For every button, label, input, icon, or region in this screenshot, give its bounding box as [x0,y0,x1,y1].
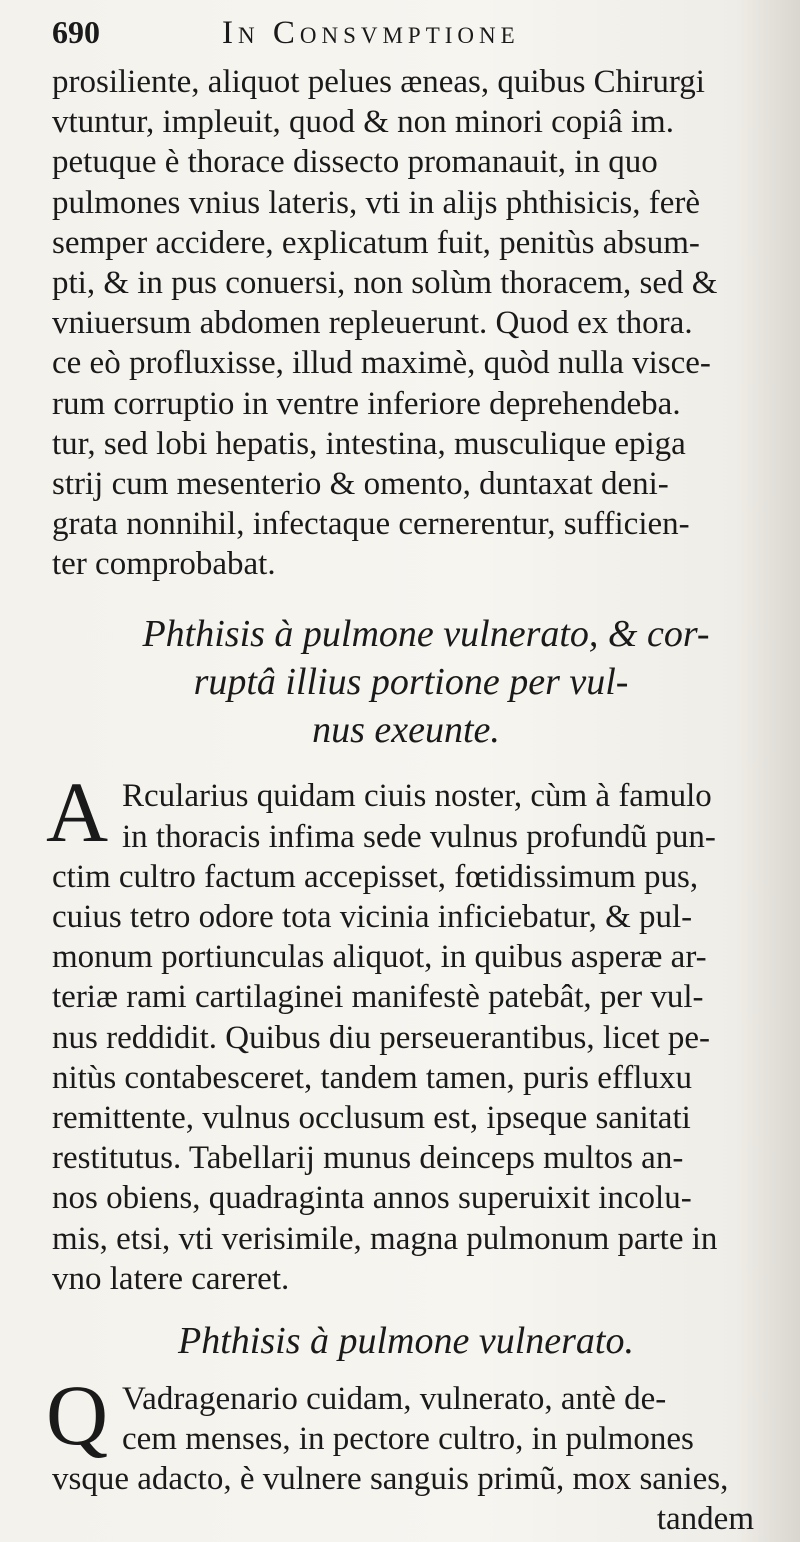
paragraph-1 [52,62,760,584]
text-line: nus reddidit. Quibus diu perseuerantibus, licet pe- [52,1019,711,1056]
section-heading-1 [52,610,760,754]
running-head: In Consvmptione [222,15,520,51]
text-line: ctim cultro factum accepisset, fœtidissimum pus, [52,858,699,895]
text-line: Rcularius quidam ciuis noster, cùm à famulo [122,778,712,815]
drop-cap: A [46,764,109,861]
text-line: vno latere careret. [52,1260,290,1297]
paragraph-2 [46,764,760,1298]
text-line: ter comprobabat. [52,546,276,583]
paragraph-3 [46,1366,760,1500]
text-line: in thoracis infima sede vulnus profundũ pun- [122,818,716,855]
text-line: petuque è thorace dissecto promanauit, in quo [52,144,658,181]
text-line: nos obiens, quadraginta annos superuixit incolu- [52,1180,692,1217]
page-header [52,14,760,56]
page-number: 690 [52,14,100,50]
text-line: restitutus. Tabellarij munus deinceps multos an- [52,1140,684,1177]
text-line: mis, etsi, vti verisimile, magna pulmonum parte in [52,1220,718,1257]
text-line: cuius tetro odore tota vicinia inficiebatur, & pul- [52,899,693,935]
text-line: prosiliente, aliquot pelues æneas, quibus Chirurgi [52,64,705,100]
text-line: monum portiunculas aliquot, in quibus asperæ ar- [52,939,707,976]
text-line: remittente, vulnus occlusum est, ipseque sanitati [52,1099,691,1136]
heading-line: Phthisis à pulmone vulnerato, & cor- [142,613,710,656]
text-line: tur, sed lobi hepatis, intestina, musculique epiga [52,425,686,462]
text-line: vniuersum abdomen repleuerunt. Quod ex thora. [52,305,693,342]
text-line: teriæ rami cartilaginei manifestè patebât, per vul- [52,979,704,1016]
section-heading-2 [52,1317,760,1365]
text-line: vsque adacto, è vulnere sanguis primũ, mox sanies, [52,1461,729,1498]
text-line: pulmones vnius lateris, vti in alijs phthisicis, ferè [52,184,700,221]
heading-line: ruptâ illius portione per vul- [193,661,629,704]
text-line: pti, & in pus conuersi, non solùm thoracem, sed & [52,264,718,301]
heading-line: nus exeunte. [312,709,500,752]
text-line: cem menses, in pectore cultro, in pulmones [122,1421,694,1458]
heading-line: Phthisis à pulmone vulnerato. [178,1319,634,1362]
text-line: nitùs contabesceret, tandem tamen, puris effluxu [52,1059,692,1096]
catchword: tandem [656,1501,754,1538]
text-line: grata nonnihil, infectaque cernerentur, sufficien- [52,506,690,543]
text-line: Vadragenario cuidam, vulnerato, antè de- [122,1380,667,1417]
text-line: semper accidere, explicatum fuit, penitùs absum- [52,224,700,261]
text-line: strij cum mesenterio & omento, duntaxat deni- [52,465,669,502]
text-line: ce eò profluxisse, illud maximè, quòd nulla visce- [52,345,711,382]
text-line: rum corruptio in ventre inferiore deprehendeba. [52,385,681,422]
text-line: vtuntur, impleuit, quod & non minori copiâ im. [52,104,674,141]
drop-cap: Q [46,1366,109,1463]
